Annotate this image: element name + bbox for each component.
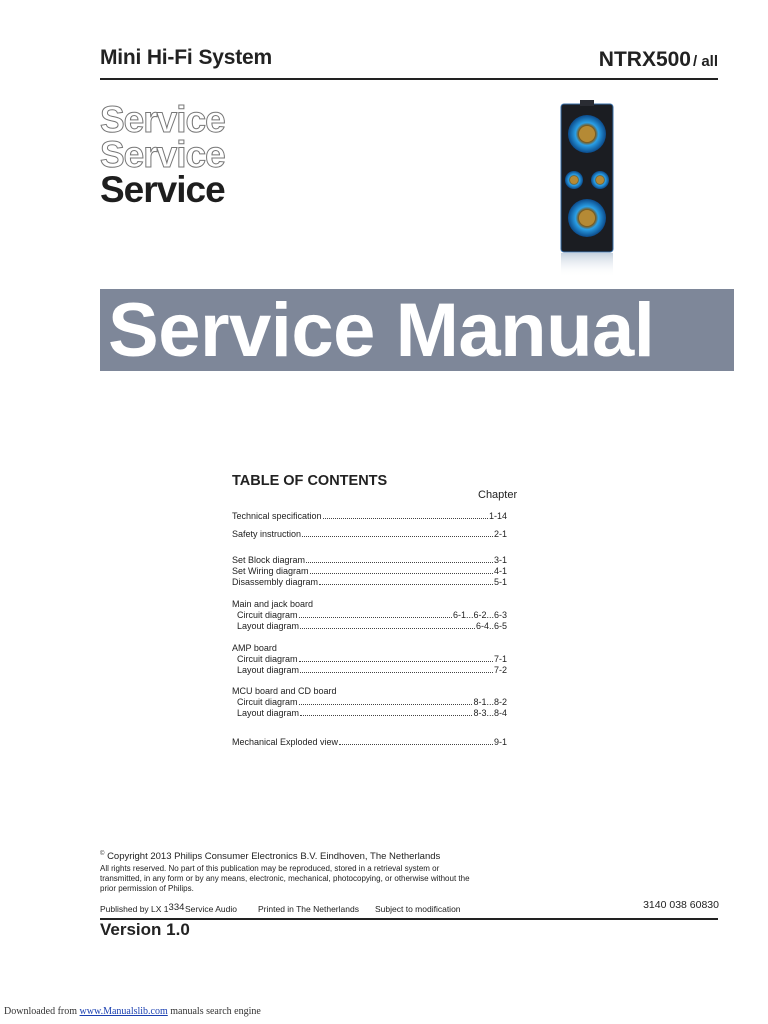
toc-heading-amp: AMP board (232, 643, 277, 653)
service-word-outline-1: Service (100, 99, 225, 140)
toc-entry-tech-spec: Technical specification 1-14 (232, 511, 507, 521)
subject-to-modification: Subject to modification (375, 904, 461, 914)
toc-heading-main-jack: Main and jack board (232, 599, 314, 609)
toc-chapter-label: Chapter (478, 489, 518, 501)
published-by: Published by LX 1334 (100, 902, 185, 914)
toc-entry-safety: Safety instruction 2-1 (232, 529, 507, 539)
service-audio: Service Audio (185, 904, 237, 914)
model-name: NTRX500 (598, 48, 691, 71)
toc-entry-exploded-view: Mechanical Exploded view 9-1 (232, 737, 507, 747)
service-word-outline-2: Service (100, 134, 225, 175)
model-number (599, 48, 718, 72)
toc-entry-main-circuit: Circuit diagram 6-1...6-2...6-3 (237, 610, 507, 620)
product-image (558, 98, 618, 278)
footer-divider (100, 918, 718, 920)
toc-entry-mcu-layout: Layout diagram 8-3...8-4 (237, 708, 507, 718)
toc-entry-amp-circuit: Circuit diagram 7-1 (237, 654, 507, 664)
toc-entry-mcu-circuit: Circuit diagram 8-1...8-2 (237, 697, 507, 707)
product-type-text: Mini Hi-Fi (100, 46, 193, 69)
toc-entry-set-block: Set Block diagram 3-1 (232, 555, 507, 565)
service-manual-banner (100, 289, 734, 371)
toc-heading-mcu-cd: MCU board and CD board (232, 686, 337, 696)
version-label: Version 1.0 (100, 920, 190, 939)
download-footer: Downloaded from www.Manualslib.com manuals search engine (4, 1006, 261, 1017)
toc-entry-amp-layout: Layout diagram 7-2 (237, 665, 507, 675)
part-number: 3140 038 60830 (643, 899, 719, 911)
toc-entry-set-wiring: Set Wiring diagram 4-1 (232, 566, 507, 576)
printed-in: Printed in The Netherlands (258, 904, 359, 914)
copyright-text: Copyright 2013 Philips Consumer Electronics B.V. Eindhoven, The Netherlands (107, 851, 441, 863)
rights-notice: All rights reserved. No part of this publication may be reproduced, stored in a retrieval system or transmitted, in any form or by any means, electronic, mechanical, photocopying, or otherwise without the prior permission of Philips. (100, 864, 470, 893)
copyright-line (100, 851, 440, 862)
manualslib-link[interactable]: www.Manualslib.com (79, 1006, 168, 1017)
product-type (100, 46, 272, 70)
banner-title: Service Manual (108, 289, 655, 371)
toc-entry-main-layout: Layout diagram 6-4..6-5 (237, 621, 507, 631)
toc-title: TABLE OF CONTENTS (232, 473, 388, 489)
header-divider (100, 78, 718, 80)
toc-entry-disassembly: Disassembly diagram 5-1 (232, 577, 507, 587)
model-suffix: / all (692, 53, 718, 70)
product-type-text-2: System (198, 46, 272, 69)
copyright-symbol: © (100, 851, 105, 857)
service-word-solid: Service (100, 169, 225, 210)
